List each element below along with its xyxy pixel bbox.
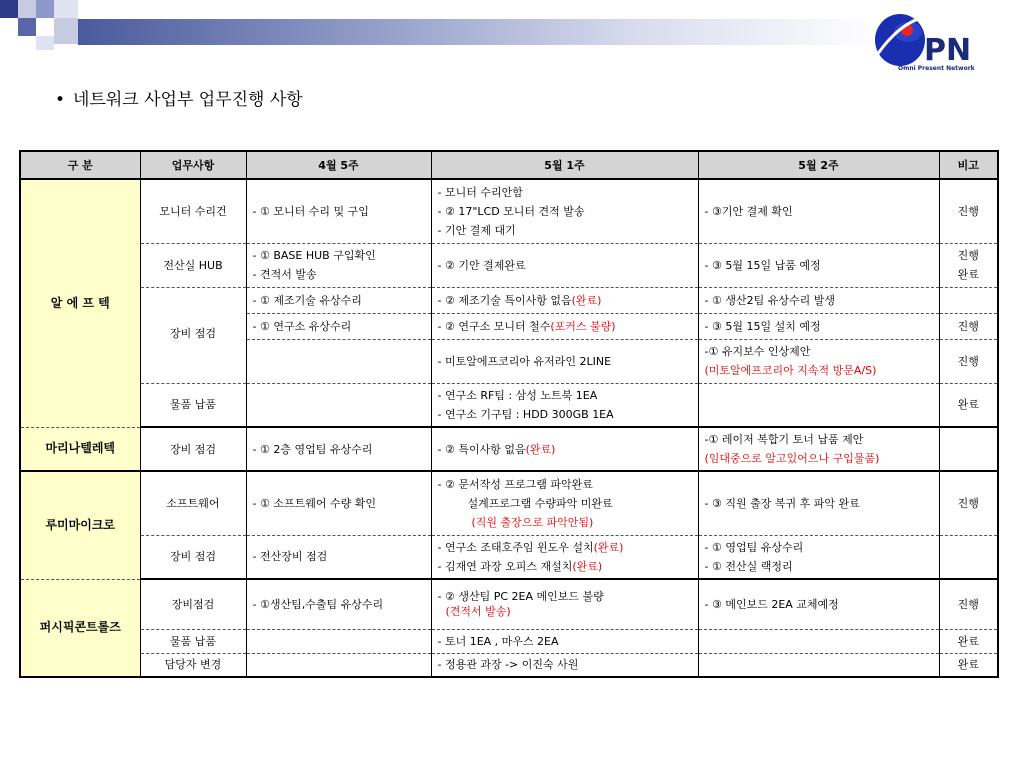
deco-square <box>54 18 78 44</box>
may1-cell <box>431 313 698 339</box>
header-category: 구 분 <box>20 151 140 179</box>
may2-cell <box>698 653 939 677</box>
cell-line: - 기안 결제 대기 <box>437 223 516 237</box>
table-row <box>20 535 998 579</box>
task-cell: 장비 점검 <box>140 427 246 471</box>
may2-cell: - ③ 직원 출장 복귀 후 파악 완료 <box>698 471 939 535</box>
cell-text: - 김재연 과장 오피스 재설치 <box>437 559 573 573</box>
apr5-cell: - 전산장비 점검 <box>246 535 431 579</box>
may2-cell <box>698 383 939 427</box>
task-cell: 물품 납품 <box>140 383 246 427</box>
apr5-cell <box>246 339 431 383</box>
deco-square <box>36 36 54 50</box>
task-cell: 장비 점검 <box>140 535 246 579</box>
note-cell: 진행 <box>939 179 998 243</box>
table-row <box>20 653 998 677</box>
apr5-cell: - ① 모니터 수리 및 구입 <box>246 179 431 243</box>
task-cell: 소프트웨어 <box>140 471 246 535</box>
company-lumi: 루미마이크로 <box>20 471 140 579</box>
note-cell <box>939 287 998 313</box>
may2-cell: - ③ 메인보드 2EA 교체예정 <box>698 579 939 629</box>
cell-line: - 연구소 RF팀 : 삼성 노트북 1EA <box>437 388 598 402</box>
note-cell: 완료 <box>939 653 998 677</box>
may2-cell <box>698 629 939 653</box>
status-red-text: (임대중으로 알고있어으나 구입물품) <box>704 452 880 465</box>
cell-line <box>438 538 692 557</box>
cell-line: - ② 생산팀 PC 2EA 메인보드 불량 <box>437 590 604 604</box>
cell-text: - ② 특이사항 없음 <box>437 442 526 456</box>
may2-cell: - ③ 5월 15일 납품 예정 <box>698 243 939 287</box>
may2-cell <box>698 339 939 383</box>
title-bullet: • <box>55 90 66 110</box>
apr5-cell: - ①생산팀,수출팀 유상수리 <box>246 579 431 629</box>
cell-line: 진행 <box>957 249 979 262</box>
may1-cell <box>431 579 698 629</box>
note-cell <box>939 243 998 287</box>
status-red-text: (미토알에프코리아 지속적 방문A/S) <box>704 364 877 377</box>
apr5-cell <box>246 653 431 677</box>
note-cell: 진행 <box>939 579 998 629</box>
note-cell: 완료 <box>939 383 998 427</box>
may1-cell: - ② 기안 결제완료 <box>431 243 698 287</box>
apr5-cell <box>246 383 431 427</box>
status-red-text: (완료) <box>593 540 624 554</box>
may1-cell <box>431 179 698 243</box>
cell-line: - 견적서 발송 <box>252 268 317 281</box>
table-row <box>20 471 998 535</box>
task-cell: 모니터 수리건 <box>140 179 246 243</box>
note-cell: 진행 <box>939 339 998 383</box>
may1-cell: - 정용관 과장 -> 이진숙 사원 <box>431 653 698 677</box>
header-may-week2: 5월 2주 <box>698 151 939 179</box>
table-row <box>20 287 998 313</box>
company-pacific: 퍼시픽콘트롤즈 <box>20 579 140 677</box>
may2-cell: - ③기안 결제 확인 <box>698 179 939 243</box>
task-cell: 물품 납품 <box>140 629 246 653</box>
may2-cell: - ③ 5월 15일 설치 예정 <box>698 313 939 339</box>
task-cell: 장비점검 <box>140 579 246 629</box>
note-cell: 완료 <box>939 629 998 653</box>
deco-square <box>36 0 54 18</box>
cell-line: - ① 전산실 랙정리 <box>704 559 793 573</box>
status-red-text: (완료) <box>572 559 603 573</box>
header-apr-week5: 4월 5주 <box>246 151 431 179</box>
cell-line: - 연구소 기구팀 : HDD 300GB 1EA <box>437 407 614 421</box>
company-alps: 알 에 프 텍 <box>20 179 140 427</box>
may1-cell <box>431 427 698 471</box>
status-red-text: (완료) <box>525 442 556 456</box>
cell-line: - 모니터 수리안함 <box>437 185 523 199</box>
deco-square <box>54 0 78 18</box>
cell-text: - ② 제조기술 특이사항 없음 <box>437 293 572 307</box>
status-red-text: (포커스 불량) <box>550 319 616 333</box>
may2-cell <box>698 535 939 579</box>
cell-line <box>438 557 692 576</box>
may2-cell: - ① 생산2팀 유상수리 발생 <box>698 287 939 313</box>
status-red-text: (완료) <box>571 293 602 307</box>
apr5-cell: - ① 연구소 유상수리 <box>246 313 431 339</box>
table-header-row <box>20 151 998 179</box>
cell-line: - ② 17"LCD 모니터 견적 발송 <box>437 204 585 218</box>
cell-line: -① 유지보수 인상제안 <box>704 345 811 358</box>
cell-line: 설계프로그램 수량파악 미완료 <box>467 496 613 510</box>
cell-line: 완료 <box>957 268 979 281</box>
status-red-text: (견적서 발송) <box>445 605 511 619</box>
cell-text: - ② 연구소 모니터 철수 <box>437 319 551 333</box>
task-cell: 담당자 변경 <box>140 653 246 677</box>
note-cell <box>939 427 998 471</box>
table-row <box>20 383 998 427</box>
status-red-text: (직원 출장으로 파악안됨) <box>471 515 594 529</box>
deco-square <box>0 0 18 18</box>
task-cell: 전산실 HUB <box>140 243 246 287</box>
header-may-week1: 5월 1주 <box>431 151 698 179</box>
table-row <box>20 427 998 471</box>
logo-tagline: Omni Present Network <box>898 65 975 72</box>
table-row <box>20 579 998 629</box>
may1-cell <box>431 383 698 427</box>
apr5-cell <box>246 629 431 653</box>
note-cell: 진행 <box>939 471 998 535</box>
may1-cell: - 토너 1EA , 마우스 2EA <box>431 629 698 653</box>
task-cell: 장비 점검 <box>140 287 246 383</box>
header-note: 비고 <box>939 151 998 179</box>
deco-square <box>18 0 36 18</box>
may1-cell <box>431 287 698 313</box>
may1-cell <box>431 535 698 579</box>
note-cell <box>939 535 998 579</box>
apr5-cell <box>246 243 431 287</box>
may1-cell: - 미토알에프코리아 유저라인 2LINE <box>431 339 698 383</box>
cell-line: - ② 문서작성 프로그램 파악완료 <box>437 477 593 491</box>
header-gradient-bar <box>78 19 878 45</box>
table-row <box>20 179 998 243</box>
deco-square <box>36 18 54 36</box>
cell-text: - 연구소 조태호주임 윈도우 설치 <box>437 540 594 554</box>
apr5-cell: - ① 소프트웨어 수량 확인 <box>246 471 431 535</box>
may1-cell <box>431 471 698 535</box>
title-text: 네트워크 사업부 업무진행 사항 <box>73 90 303 110</box>
page-title <box>55 85 303 110</box>
status-table <box>19 150 999 678</box>
deco-square <box>18 18 36 36</box>
company-mari: 마리나텔레텍 <box>20 427 140 471</box>
header-task: 업무사항 <box>140 151 246 179</box>
note-cell: 진행 <box>939 313 998 339</box>
table-row <box>20 243 998 287</box>
cell-line: - ① 영업팀 유상수리 <box>704 540 804 554</box>
cell-line: - ① BASE HUB 구입확인 <box>252 249 376 262</box>
may2-cell <box>698 427 939 471</box>
apr5-cell: - ① 2층 영업팀 유상수리 <box>246 427 431 471</box>
apr5-cell: - ① 제조기술 유상수리 <box>246 287 431 313</box>
table-row <box>20 629 998 653</box>
cell-line: -① 레이저 복합기 토너 납품 제안 <box>704 433 864 446</box>
logo-letters: PN <box>924 33 972 68</box>
